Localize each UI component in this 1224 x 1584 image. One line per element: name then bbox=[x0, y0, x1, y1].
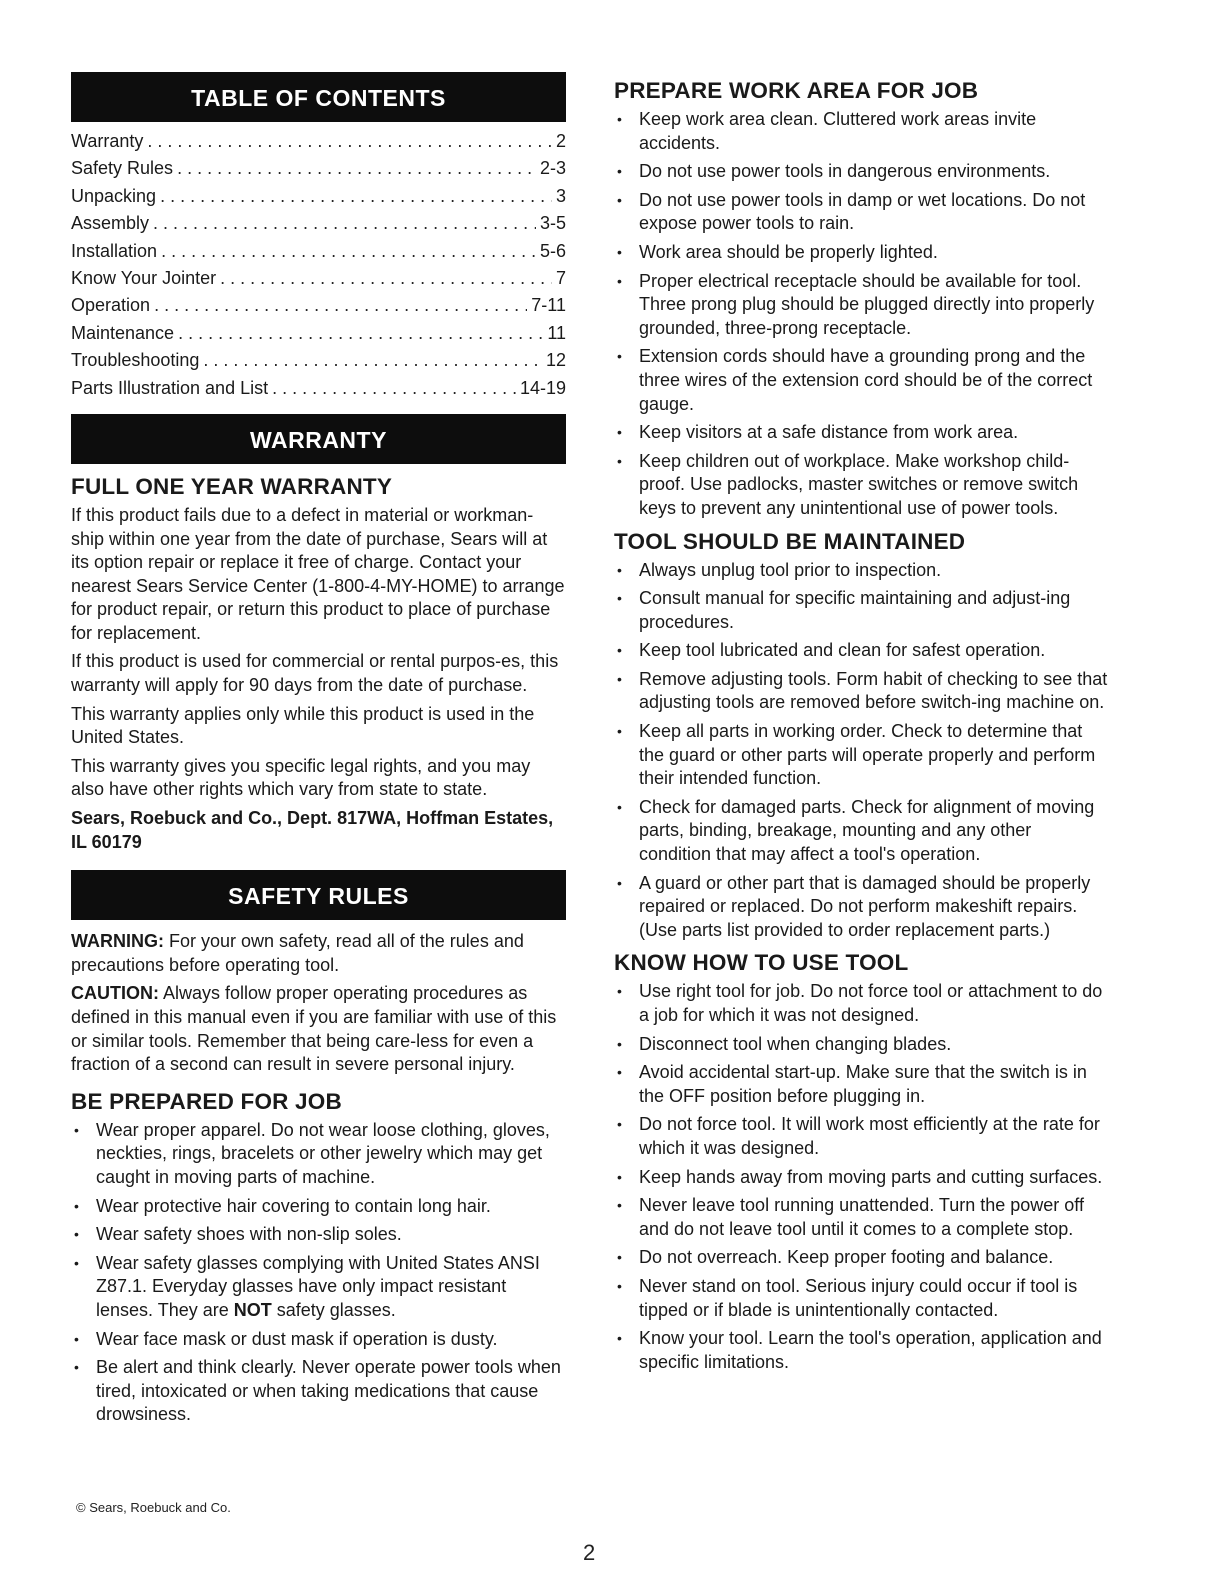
left-column bbox=[71, 72, 566, 1432]
maintained-list bbox=[614, 559, 1108, 943]
toc-entry-page: 2 bbox=[555, 131, 566, 151]
list-item: • Know your tool. Learn the tool's operation, application and specific limitations. bbox=[614, 1327, 1108, 1374]
warning-paragraph bbox=[71, 930, 566, 977]
list-item: • Do not use power tools in damp or wet locations. Do not expose power tools to rain. bbox=[614, 189, 1108, 236]
toc-entry-page: 3-5 bbox=[539, 213, 566, 234]
maintained-heading: TOOL SHOULD BE MAINTAINED bbox=[614, 528, 966, 554]
copyright-notice: © Sears, Roebuck and Co. bbox=[76, 1500, 231, 1515]
know-how-list bbox=[614, 980, 1108, 1374]
list-item: • Be alert and think clearly. Never operate power tools when tired, intoxicated or when taking medications that cause drowsiness. bbox=[71, 1356, 566, 1427]
safety-intro bbox=[71, 930, 566, 1077]
toc-entry bbox=[71, 128, 566, 155]
caution-text: Always follow proper operating procedures as defined in this manual even if you are familiar with use of this or similar tools. Remember that being care-less for even a fraction of a second can result in severe personal injury. bbox=[71, 983, 557, 1075]
list-item: • Extension cords should have a grounding prong and the three wires of the extension cord should be of the correct gauge. bbox=[614, 345, 1108, 416]
toc-entry-label: Warranty bbox=[71, 131, 144, 151]
toc-leader bbox=[153, 210, 536, 237]
caution-paragraph bbox=[71, 982, 566, 1076]
warranty-paragraph: If this product is used for commercial or rental purpos-es, this warranty will apply for 90 days from the date of purchase. bbox=[71, 651, 559, 696]
warranty-paragraph: If this product fails due to a defect in material or workman-ship within one year from the date of purchase, Sears will at its option repair or replace it free of charge. Contact your nearest Sears Service Center (1-800-4-MY-HOME) to arrange for product repair, or return this product to place of purchase for replacement. bbox=[71, 504, 565, 643]
toc-entry bbox=[71, 265, 566, 292]
toc-entry-page: 5-6 bbox=[539, 240, 566, 261]
list-item: • Do not overreach. Keep proper footing and balance. bbox=[614, 1246, 1108, 1270]
toc-entry-label: Parts Illustration and List bbox=[71, 377, 269, 398]
list-item: • Remove adjusting tools. Form habit of checking to see that adjusting tools are removed before switch-ing machine on. bbox=[614, 668, 1108, 715]
list-item: • Work area should be properly lighted. bbox=[614, 241, 1108, 265]
list-item: • Never leave tool running unattended. Turn the power off and do not leave tool until it comes to a complete stop. bbox=[614, 1194, 1108, 1241]
toc-leader bbox=[178, 320, 543, 347]
toc-entry bbox=[71, 320, 566, 347]
toc-entry-label: Assembly bbox=[71, 213, 150, 234]
toc-entry-page: 7-11 bbox=[531, 295, 566, 316]
warranty-address: Sears, Roebuck and Co., Dept. 817WA, Hoffman Estates, IL 60179 bbox=[71, 808, 554, 852]
list-item: • Always unplug tool prior to inspection. bbox=[614, 559, 1108, 583]
list-item: • A guard or other part that is damaged should be properly repaired or replaced. Do not perform makeshift repairs. (Use parts list provided to order replacement parts.) bbox=[614, 872, 1108, 943]
list-item: • Do not use power tools in dangerous environments. bbox=[614, 160, 1108, 184]
toc-entry-label: Safety Rules bbox=[71, 158, 174, 179]
warranty-heading: FULL ONE YEAR WARRANTY bbox=[71, 473, 393, 499]
toc-entry bbox=[71, 347, 566, 374]
safety-banner: SAFETY RULES bbox=[71, 870, 566, 920]
page-number: 2 bbox=[583, 1540, 596, 1565]
warranty-body bbox=[71, 504, 566, 854]
toc-entry-page: 2-3 bbox=[539, 158, 566, 179]
right-column bbox=[614, 78, 1108, 1379]
toc-leader bbox=[161, 238, 536, 265]
toc-leader bbox=[147, 128, 552, 155]
list-item: • Avoid accidental start-up. Make sure that the switch is in the OFF position before plugging in. bbox=[614, 1061, 1108, 1108]
list-item: • Keep visitors at a safe distance from work area. bbox=[614, 421, 1108, 445]
toc-leader bbox=[220, 265, 552, 292]
toc-leader bbox=[203, 347, 542, 374]
toc-entry bbox=[71, 183, 566, 210]
list-item: • Consult manual for specific maintaining and adjust-ing procedures. bbox=[614, 587, 1108, 634]
toc-list bbox=[71, 128, 566, 402]
toc-entry-label: Installation bbox=[71, 240, 158, 261]
toc-entry bbox=[71, 292, 566, 319]
be-prepared-list bbox=[71, 1119, 566, 1427]
warning-label: WARNING: bbox=[71, 931, 164, 952]
warranty-paragraph: This warranty gives you specific legal rights, and you may also have other rights which vary from state to state. bbox=[71, 755, 531, 800]
toc-entry bbox=[71, 375, 566, 402]
be-prepared-heading: BE PREPARED FOR JOB bbox=[71, 1088, 342, 1114]
list-item: • Check for damaged parts. Check for alignment of moving parts, binding, breakage, mounting and any other condition that may affect a tool's operation. bbox=[614, 796, 1108, 867]
toc-leader bbox=[272, 375, 516, 402]
warranty-banner: WARRANTY bbox=[71, 414, 566, 464]
warranty-paragraph: This warranty applies only while this product is used in the United States. bbox=[71, 703, 535, 748]
list-item: • Use right tool for job. Do not force tool or attachment to do a job for which it was not designed. bbox=[614, 980, 1108, 1027]
toc-entry-page: 3 bbox=[555, 185, 566, 206]
toc-entry-page: 11 bbox=[547, 322, 566, 343]
toc-leader bbox=[177, 155, 536, 182]
know-how-heading: KNOW HOW TO USE TOOL bbox=[614, 950, 909, 976]
list-item: • Wear safety shoes with non-slip soles. bbox=[71, 1223, 566, 1247]
list-item: • Keep tool lubricated and clean for safest operation. bbox=[614, 639, 1108, 663]
list-item: • Keep hands away from moving parts and cutting surfaces. bbox=[614, 1166, 1108, 1190]
prepare-area-heading: PREPARE WORK AREA FOR JOB bbox=[614, 78, 979, 103]
prepare-area-list bbox=[614, 108, 1108, 521]
toc-entry-label: Maintenance bbox=[71, 322, 175, 343]
list-item: • Keep all parts in working order. Check to determine that the guard or other parts will operate properly and perform their intended function. bbox=[614, 720, 1108, 791]
toc-entry-page: 7 bbox=[555, 267, 566, 288]
toc-entry bbox=[71, 155, 566, 182]
item-text: Wear safety glasses complying with United States ANSI Z87.1. Everyday glasses have only impact resistant lenses. They are bbox=[96, 1252, 540, 1320]
warning-text: For your own safety, read all of the rules and precautions before operating tool. bbox=[71, 931, 524, 975]
toc-entry-label: Operation bbox=[71, 295, 151, 316]
toc-banner: TABLE OF CONTENTS bbox=[71, 72, 566, 122]
toc-leader bbox=[160, 183, 552, 210]
toc-entry-label: Troubleshooting bbox=[71, 350, 200, 371]
toc-entry-page: 12 bbox=[545, 350, 566, 371]
list-item: • Keep work area clean. Cluttered work areas invite accidents. bbox=[614, 108, 1108, 155]
caution-label: CAUTION: bbox=[71, 983, 159, 1004]
toc-entry-label: Know Your Jointer bbox=[71, 267, 217, 288]
item-text: safety glasses. bbox=[271, 1299, 396, 1320]
list-item: • Proper electrical receptacle should be available for tool. Three prong plug should be plugged directly into properly grounded, three-prong receptacle. bbox=[614, 270, 1108, 341]
list-item: • Wear protective hair covering to contain long hair. bbox=[71, 1195, 566, 1219]
item-emphasis: NOT bbox=[233, 1299, 272, 1320]
list-item: • Wear face mask or dust mask if operation is dusty. bbox=[71, 1328, 566, 1352]
toc-leader bbox=[154, 292, 527, 319]
list-item: • Disconnect tool when changing blades. bbox=[614, 1033, 1108, 1057]
list-item: • Do not force tool. It will work most efficiently at the rate for which it was designed. bbox=[614, 1113, 1108, 1160]
toc-entry bbox=[71, 238, 566, 265]
list-item: • Wear proper apparel. Do not wear loose clothing, gloves, neckties, rings, bracelets or other jewelry which may get caught in moving parts of machine. bbox=[71, 1119, 566, 1190]
list-item: • Never stand on tool. Serious injury could occur if tool is tipped or if blade is unintentionally contacted. bbox=[614, 1275, 1108, 1322]
list-item: • Keep children out of workplace. Make workshop child-proof. Use padlocks, master switches or remove switch keys to prevent any unintentional use of power tools. bbox=[614, 450, 1108, 521]
list-item bbox=[71, 1252, 566, 1323]
toc-entry-label: Unpacking bbox=[71, 185, 157, 206]
toc-entry bbox=[71, 210, 566, 237]
toc-entry-page: 14-19 bbox=[519, 377, 566, 398]
